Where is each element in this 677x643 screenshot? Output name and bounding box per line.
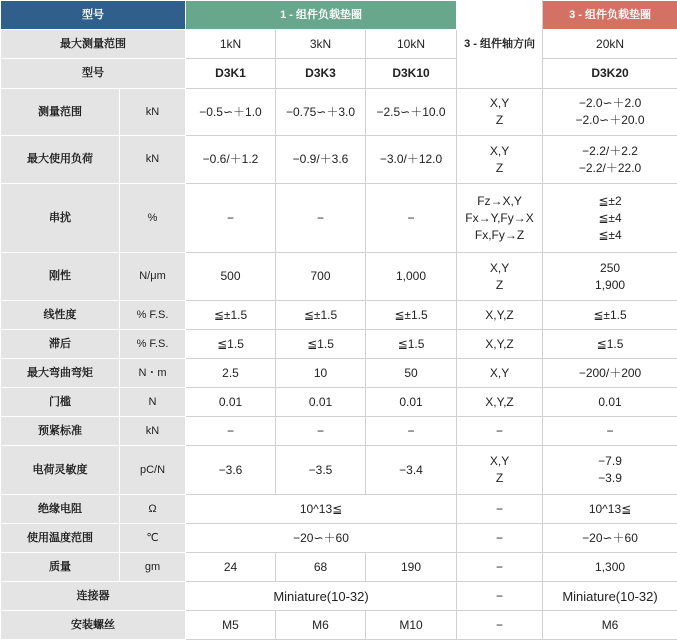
- d3k20-value: 0.01: [543, 388, 677, 417]
- d3k1-model: D3K1: [186, 59, 276, 89]
- d3k3-value: 0.01: [276, 388, 366, 417]
- d3k1-value: −0.5∽＋1.0: [186, 89, 276, 136]
- row-label: 使用温度范围: [1, 524, 120, 553]
- row-unit: pC/N: [120, 446, 186, 495]
- d3k10-model: D3K10: [366, 59, 457, 89]
- spec-row: [1, 301, 677, 330]
- axis-line: Z: [495, 277, 504, 292]
- axis-line: Fx,Fy→Z: [474, 227, 525, 242]
- d3k10-value: −: [366, 417, 457, 446]
- d3k1-value: ≦1.5: [186, 330, 276, 359]
- axis-value: −: [457, 553, 543, 582]
- row-unit: N/μm: [120, 253, 186, 301]
- d3k1-value: 2.5: [186, 359, 276, 388]
- row-label: 线性度: [1, 301, 120, 330]
- d3k3-value: M6: [276, 611, 366, 640]
- d3k20-value: [543, 446, 677, 495]
- row-label: 门槛: [1, 388, 120, 417]
- d3k3-value: −: [276, 184, 366, 253]
- row-unit: kN: [120, 89, 186, 136]
- d3k20-line: −7.9: [598, 454, 622, 468]
- row-label: 最大弯曲弯矩: [1, 359, 120, 388]
- axis-value: −: [457, 495, 543, 524]
- group1-header: 1 - 组件负载垫圈: [186, 1, 457, 30]
- group3-header: 3 - 组件负载垫圈: [543, 1, 677, 30]
- d3k20-line: ≦±4: [598, 210, 622, 225]
- spec-row: [1, 136, 677, 184]
- d3k3-value: 68: [276, 553, 366, 582]
- axis-value: −: [457, 611, 543, 640]
- d3k20-value: [543, 89, 677, 136]
- row-unit: %: [120, 184, 186, 253]
- d3k10-value: 1,000: [366, 253, 457, 301]
- row-unit: kN: [120, 417, 186, 446]
- row-label: 预紧标准: [1, 417, 120, 446]
- row-unit: kN: [120, 136, 186, 184]
- spec-row: [1, 359, 677, 388]
- d3k10-value: −: [366, 184, 457, 253]
- d3k3-value: −0.9/＋3.6: [276, 136, 366, 184]
- resistance-row: [1, 495, 677, 524]
- connector-row: [1, 582, 677, 611]
- screw-row: [1, 611, 677, 640]
- d3k10-value: −2.5∽＋10.0: [366, 89, 457, 136]
- axis-line: Z: [495, 113, 504, 127]
- row-label: 测量范围: [1, 89, 120, 136]
- d3k20-value: ≦1.5: [543, 330, 677, 359]
- d3k20-value: M6: [543, 611, 677, 640]
- merged-value: −20∽＋60: [186, 524, 457, 553]
- d3k1-value: −: [186, 184, 276, 253]
- row-unit: N・m: [120, 359, 186, 388]
- d3k20-line: −3.9: [598, 471, 622, 485]
- d3k10-value: ≦±1.5: [366, 301, 457, 330]
- row-label: 质量: [1, 553, 120, 582]
- d3k3-model: D3K3: [276, 59, 366, 89]
- d3k3-value: −0.75∽＋3.0: [276, 89, 366, 136]
- d3k3-value: −3.5: [276, 446, 366, 495]
- d3k20-value: [543, 136, 677, 184]
- axis-line: Z: [495, 471, 504, 485]
- d3k3-value: 10: [276, 359, 366, 388]
- axis-value: X,Y: [457, 359, 543, 388]
- axis-line: X,Y: [489, 260, 510, 275]
- d3k10-value: −3.4: [366, 446, 457, 495]
- d3k10-value: −3.0/＋12.0: [366, 136, 457, 184]
- row-label: 刚性: [1, 253, 120, 301]
- row-label: 最大使用负荷: [1, 136, 120, 184]
- d3k20-value: ≦±1.5: [543, 301, 677, 330]
- mass-row: [1, 553, 677, 582]
- d3k1-value: 0.01: [186, 388, 276, 417]
- d3k1-value: −: [186, 417, 276, 446]
- row-unit: N: [120, 388, 186, 417]
- axis-line: Fx→Y,Fy→X: [465, 210, 534, 225]
- d3k20-value: 10^13≦: [543, 495, 677, 524]
- d3k1-value: 24: [186, 553, 276, 582]
- axis-value: X,Y,Z: [457, 301, 543, 330]
- row-label: 滞后: [1, 330, 120, 359]
- header-row: [1, 1, 677, 30]
- d3k20-line: −2.2/＋2.2: [582, 143, 638, 158]
- axis-line: X,Y: [489, 143, 510, 158]
- axis-header: 3 - 组件轴方向: [457, 1, 543, 89]
- axis-line: Fz→X,Y: [477, 193, 522, 208]
- d3k20-line: −2.2/＋22.0: [578, 160, 642, 175]
- axis-value: [457, 184, 543, 253]
- d3k3-value: ≦±1.5: [276, 301, 366, 330]
- merged-value: 10^13≦: [186, 495, 457, 524]
- d3k10-value: ≦1.5: [366, 330, 457, 359]
- d3k20-value: −20∽＋60: [543, 524, 677, 553]
- spec-row: [1, 417, 677, 446]
- d3k1-value: 500: [186, 253, 276, 301]
- spec-row: [1, 89, 677, 136]
- axis-line: X,Y: [489, 454, 510, 468]
- d3k20-value: 1,300: [543, 553, 677, 582]
- d3k10-range: 10kN: [366, 30, 457, 59]
- d3k20-model: D3K20: [543, 59, 677, 89]
- model-row: [1, 59, 677, 89]
- d3k20-range: 20kN: [543, 30, 677, 59]
- spec-row: [1, 330, 677, 359]
- row-label: 安装螺丝: [1, 611, 186, 640]
- d3k1-range: 1kN: [186, 30, 276, 59]
- row-unit: Ω: [120, 495, 186, 524]
- axis-value: −: [457, 417, 543, 446]
- row-unit: ℃: [120, 524, 186, 553]
- row-unit: % F.S.: [120, 330, 186, 359]
- row-unit: gm: [120, 553, 186, 582]
- spec-row: [1, 253, 677, 301]
- spec-row: [1, 446, 677, 495]
- axis-value: X,Y,Z: [457, 388, 543, 417]
- d3k20-line: −2.0∽＋2.0: [578, 96, 642, 110]
- d3k20-line: ≦±4: [598, 227, 622, 242]
- d3k20-value: [543, 184, 677, 253]
- d3k3-value: 700: [276, 253, 366, 301]
- d3k10-value: 190: [366, 553, 457, 582]
- spec-row: [1, 184, 677, 253]
- axis-line: X,Y: [489, 96, 510, 110]
- d3k3-range: 3kN: [276, 30, 366, 59]
- d3k10-value: M10: [366, 611, 457, 640]
- range-row: [1, 30, 677, 59]
- d3k20-line: −2.0∽＋20.0: [575, 113, 645, 127]
- model-label: 型号: [1, 59, 186, 89]
- d3k20-value: −200/＋200: [543, 359, 677, 388]
- row-label: 绝缘电阻: [1, 495, 120, 524]
- spec-row: [1, 388, 677, 417]
- d3k3-value: ≦1.5: [276, 330, 366, 359]
- axis-value: −: [457, 582, 543, 611]
- axis-value: [457, 136, 543, 184]
- d3k1-value: −3.6: [186, 446, 276, 495]
- d3k1-value: ≦±1.5: [186, 301, 276, 330]
- axis-value: [457, 253, 543, 301]
- d3k1-value: M5: [186, 611, 276, 640]
- axis-value: X,Y,Z: [457, 330, 543, 359]
- range-label: 最大测量范围: [1, 30, 186, 59]
- d3k10-value: 0.01: [366, 388, 457, 417]
- d3k20-value: [543, 253, 677, 301]
- d3k20-line: 1,900: [595, 277, 626, 292]
- row-unit: % F.S.: [120, 301, 186, 330]
- axis-value: −: [457, 524, 543, 553]
- axis-value: [457, 89, 543, 136]
- axis-value: [457, 446, 543, 495]
- axis-line: Z: [495, 160, 504, 175]
- row-label: 电荷灵敏度: [1, 446, 120, 495]
- d3k3-value: −: [276, 417, 366, 446]
- row-label: 串扰: [1, 184, 120, 253]
- model-header: 型号: [1, 1, 186, 30]
- d3k20-value: −: [543, 417, 677, 446]
- temperature-row: [1, 524, 677, 553]
- d3k10-value: 50: [366, 359, 457, 388]
- d3k20-line: 250: [600, 260, 621, 275]
- d3k20-line: ≦±2: [598, 193, 622, 208]
- row-label: 连接器: [1, 582, 186, 611]
- d3k20-value: Miniature(10-32): [543, 582, 677, 611]
- d3k1-value: −0.6/＋1.2: [186, 136, 276, 184]
- merged-value: Miniature(10-32): [186, 582, 457, 611]
